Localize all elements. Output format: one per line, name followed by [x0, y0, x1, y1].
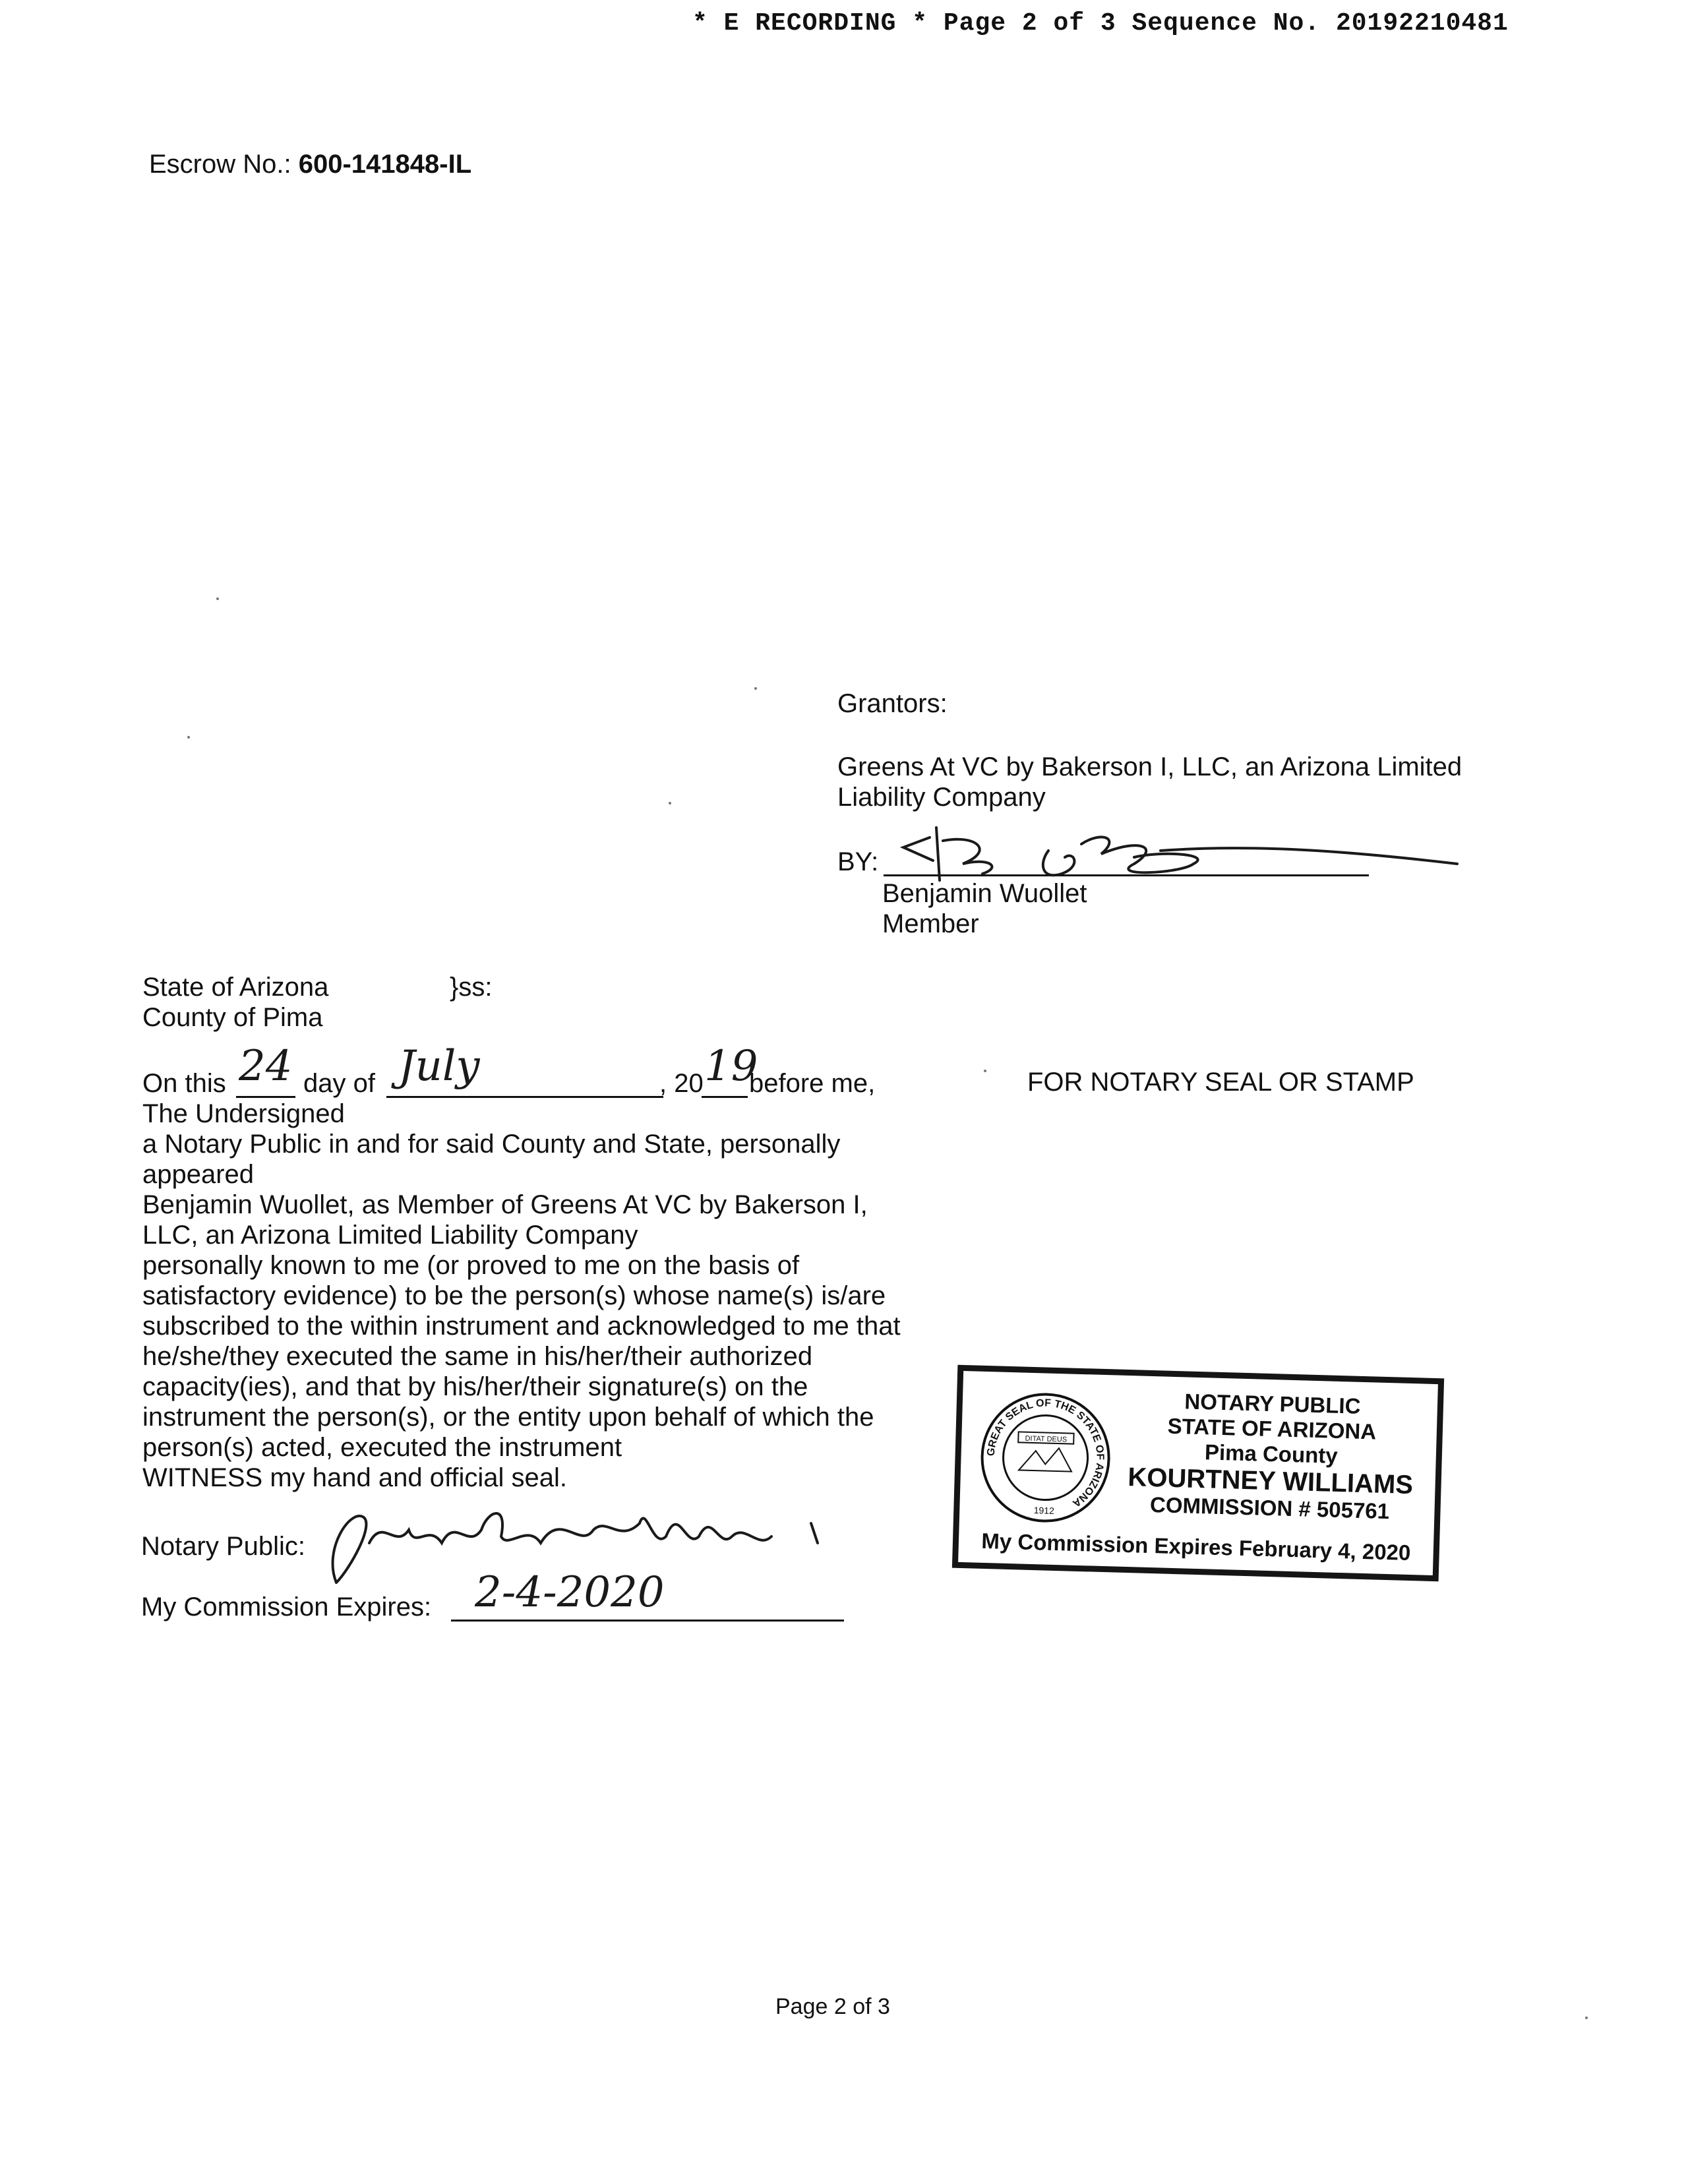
scan-speck [187, 736, 190, 739]
commission-expires-label: My Commission Expires: [141, 1592, 432, 1622]
day-line [236, 1096, 295, 1098]
stamp-line1: NOTARY PUBLIC [1184, 1389, 1361, 1418]
escrow-line [149, 149, 471, 179]
grantors-heading: Grantors: [837, 689, 948, 718]
stamp-text [1124, 1387, 1418, 1525]
ack-day-of: day of [303, 1069, 375, 1098]
ack-line: person(s) acted, executed the instrument [142, 1433, 622, 1462]
page-footer: Page 2 of 3 [775, 1994, 890, 2019]
seal-year: 1912 [1033, 1505, 1055, 1516]
by-label: BY: [837, 847, 879, 876]
scan-speck [754, 687, 757, 690]
stamp-line6: My Commission Expires February 4, 2020 [980, 1528, 1411, 1565]
ack-line: instrument the person(s), or the entity upon behalf of which the [142, 1403, 874, 1432]
recording-header: * E RECORDING * Page 2 of 3 Sequence No. 20192210481 [692, 9, 1509, 38]
day-handwritten: 24 [239, 1042, 293, 1091]
venue-state: State of Arizona [142, 973, 329, 1002]
stamp-line5: COMMISSION # 505761 [1149, 1492, 1390, 1524]
ack-year-prefix: , 20 [659, 1069, 704, 1098]
year-line [702, 1096, 748, 1098]
scan-speck [984, 1070, 986, 1072]
seal-ring-text: GREAT SEAL OF THE STATE OF ARIZONA [985, 1397, 1106, 1509]
ack-line: subscribed to the within instrument and acknowledged to me that [142, 1312, 901, 1341]
stamp-line4: KOURTNEY WILLIAMS [1127, 1463, 1414, 1500]
grantor-company-line2: Liability Company [837, 783, 1046, 812]
commission-expires-line [451, 1620, 844, 1622]
venue-ss: }ss: [450, 973, 493, 1002]
escrow-number: 600-141848-IL [298, 150, 472, 179]
year-handwritten: 19 [704, 1042, 758, 1091]
ack-line: personally known to me (or proved to me on the basis of [142, 1251, 800, 1280]
signer-title: Member [882, 909, 979, 938]
ack-line: capacity(ies), and that by his/her/their signature(s) on the [142, 1372, 808, 1401]
ack-before-me: before me, [749, 1069, 876, 1098]
month-line [386, 1096, 663, 1098]
scan-speck [1585, 2017, 1588, 2019]
notary-seal-heading: FOR NOTARY SEAL OR STAMP [1027, 1068, 1414, 1097]
stamp-line2: STATE OF ARIZONA [1167, 1413, 1377, 1444]
venue-county: County of Pima [142, 1003, 323, 1032]
commission-expires-handwritten: 2-4-2020 [475, 1568, 665, 1617]
escrow-label: Escrow No.: [149, 150, 291, 179]
seal-motto: DITAT DEUS [1025, 1434, 1068, 1444]
notary-stamp [952, 1365, 1444, 1581]
notary-public-label: Notary Public: [141, 1532, 305, 1561]
scan-speck [216, 597, 219, 600]
ack-line: LLC, an Arizona Limited Liability Company [142, 1221, 638, 1250]
ack-line: a Notary Public in and for said County and State, personally [142, 1130, 841, 1159]
scan-speck [669, 802, 671, 804]
signer-name: Benjamin Wuollet [882, 879, 1087, 908]
ack-body [142, 1099, 901, 1493]
ack-on-this: On this [142, 1069, 226, 1098]
month-handwritten: July [398, 1042, 480, 1091]
ack-line: satisfactory evidence) to be the person(s) whose name(s) is/are [142, 1281, 886, 1310]
ack-line: Benjamin Wuollet, as Member of Greens At VC by Bakerson I, [142, 1190, 868, 1219]
state-seal-icon [978, 1390, 1114, 1526]
ack-line: he/she/they executed the same in his/her/their authorized [142, 1342, 813, 1371]
grantor-company-line1: Greens At VC by Bakerson I, LLC, an Arizona Limited [837, 752, 1462, 781]
ack-line: WITNESS my hand and official seal. [142, 1463, 567, 1492]
stamp-line3: Pima County [1204, 1440, 1339, 1468]
ack-line: appeared [142, 1160, 255, 1189]
ack-line: The Undersigned [142, 1099, 345, 1128]
